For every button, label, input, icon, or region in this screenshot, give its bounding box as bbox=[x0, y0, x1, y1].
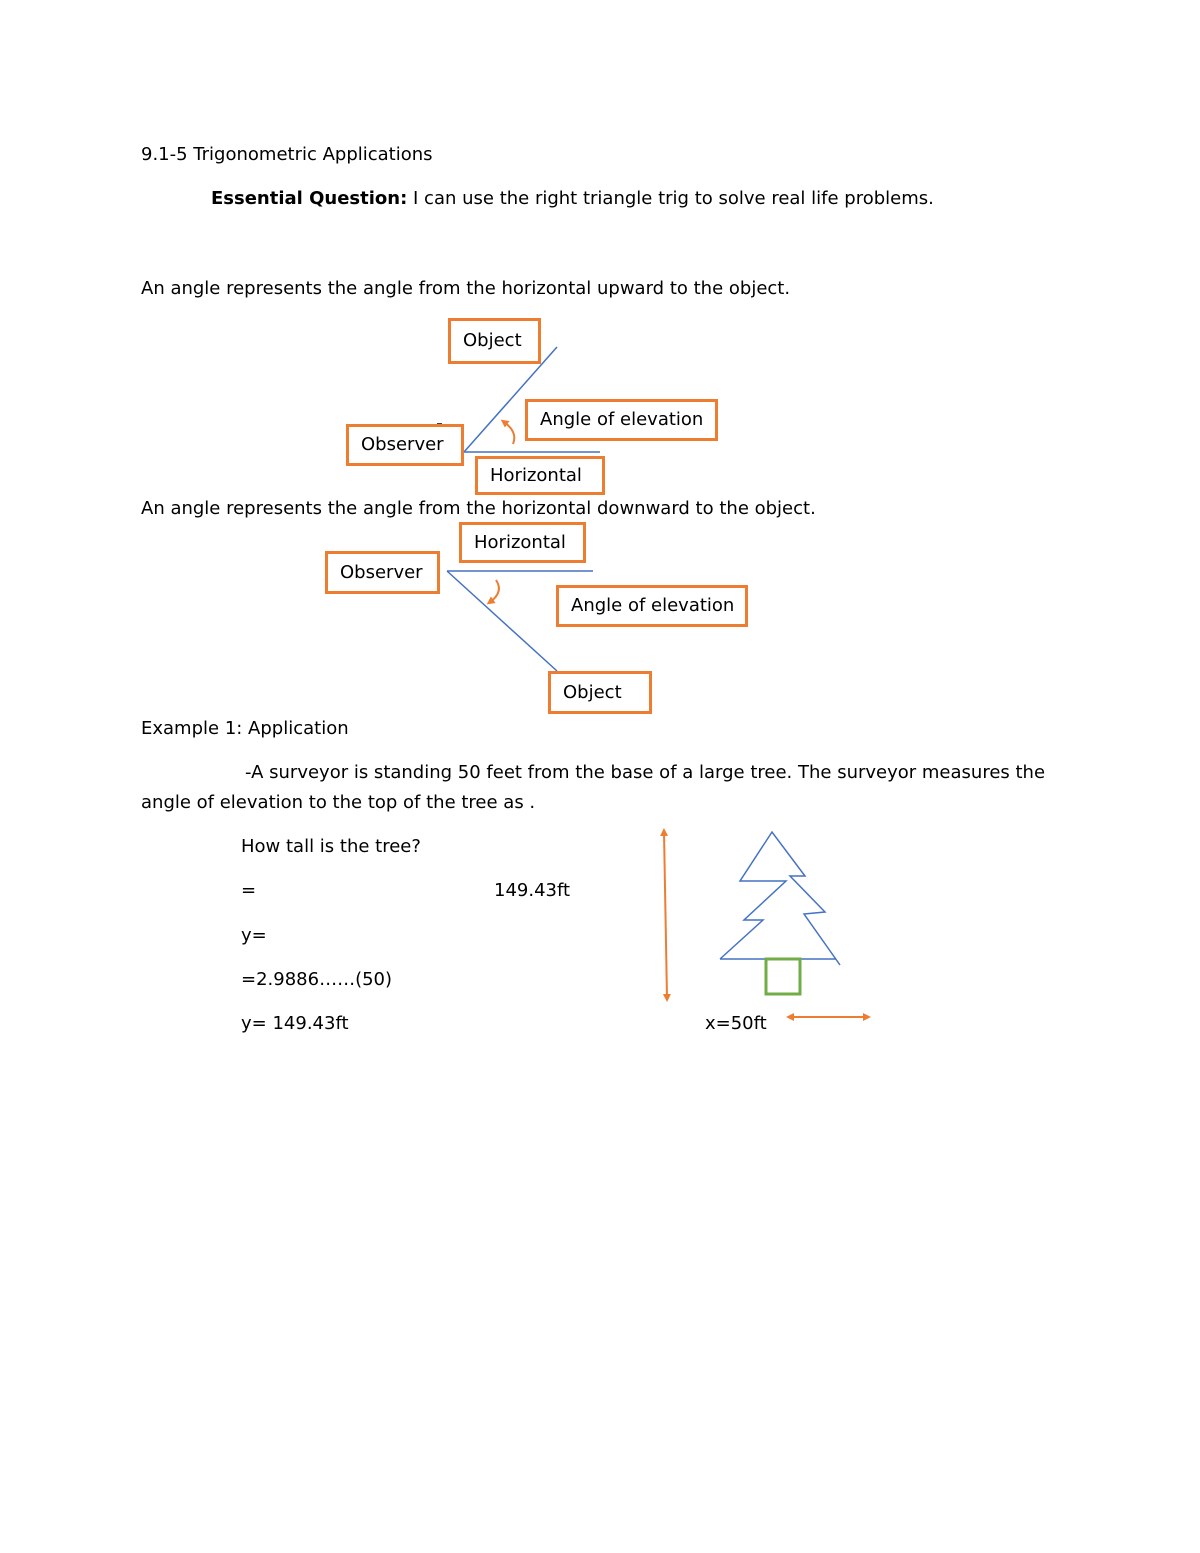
question: How tall is the tree? bbox=[241, 836, 421, 857]
height-double-arrow bbox=[664, 832, 667, 998]
depression-definition: An angle represents the angle from the horizontal downward to the object. bbox=[141, 498, 816, 519]
equation-4: y= 149.43ft bbox=[241, 1013, 349, 1034]
x-label: x=50ft bbox=[705, 1013, 767, 1034]
page-title: 9.1-5 Trigonometric Applications bbox=[141, 144, 433, 165]
equation-2: y= bbox=[241, 925, 267, 946]
essential-question-label: Essential Question: bbox=[211, 188, 408, 209]
tree-trunk bbox=[766, 959, 800, 994]
essential-question bbox=[211, 188, 934, 210]
essential-question-text: I can use the right triangle trig to solve real life problems. bbox=[407, 188, 934, 209]
d2-angle-arrow bbox=[490, 580, 499, 602]
d2-angle-label: Angle of elevation bbox=[556, 585, 748, 627]
d2-horizontal-label: Horizontal bbox=[459, 522, 586, 563]
d2-sight-line bbox=[447, 571, 557, 671]
d1-horizontal-label: Horizontal bbox=[475, 456, 605, 495]
problem-line-2: angle of elevation to the top of the tree as . bbox=[141, 792, 536, 813]
d2-object-label: Object bbox=[548, 671, 652, 714]
d2-observer-label: Observer bbox=[325, 551, 440, 594]
d1-observer-label: Observer bbox=[346, 424, 464, 466]
d1-object-label: Object bbox=[448, 318, 541, 364]
equation-1: = bbox=[241, 880, 257, 901]
tree-outline bbox=[720, 832, 840, 965]
equation-3: =2.9886……(50) bbox=[241, 969, 393, 990]
d1-angle-label: Angle of elevation bbox=[525, 399, 718, 441]
answer-right: 149.43ft bbox=[494, 880, 571, 901]
elevation-definition: An angle represents the angle from the horizontal upward to the object. bbox=[141, 278, 791, 299]
d1-angle-arrow bbox=[504, 422, 514, 444]
problem-line-1: -A surveyor is standing 50 feet from the base of a large tree. The surveyor measures the bbox=[245, 762, 1046, 783]
example-heading: Example 1: Application bbox=[141, 718, 349, 739]
